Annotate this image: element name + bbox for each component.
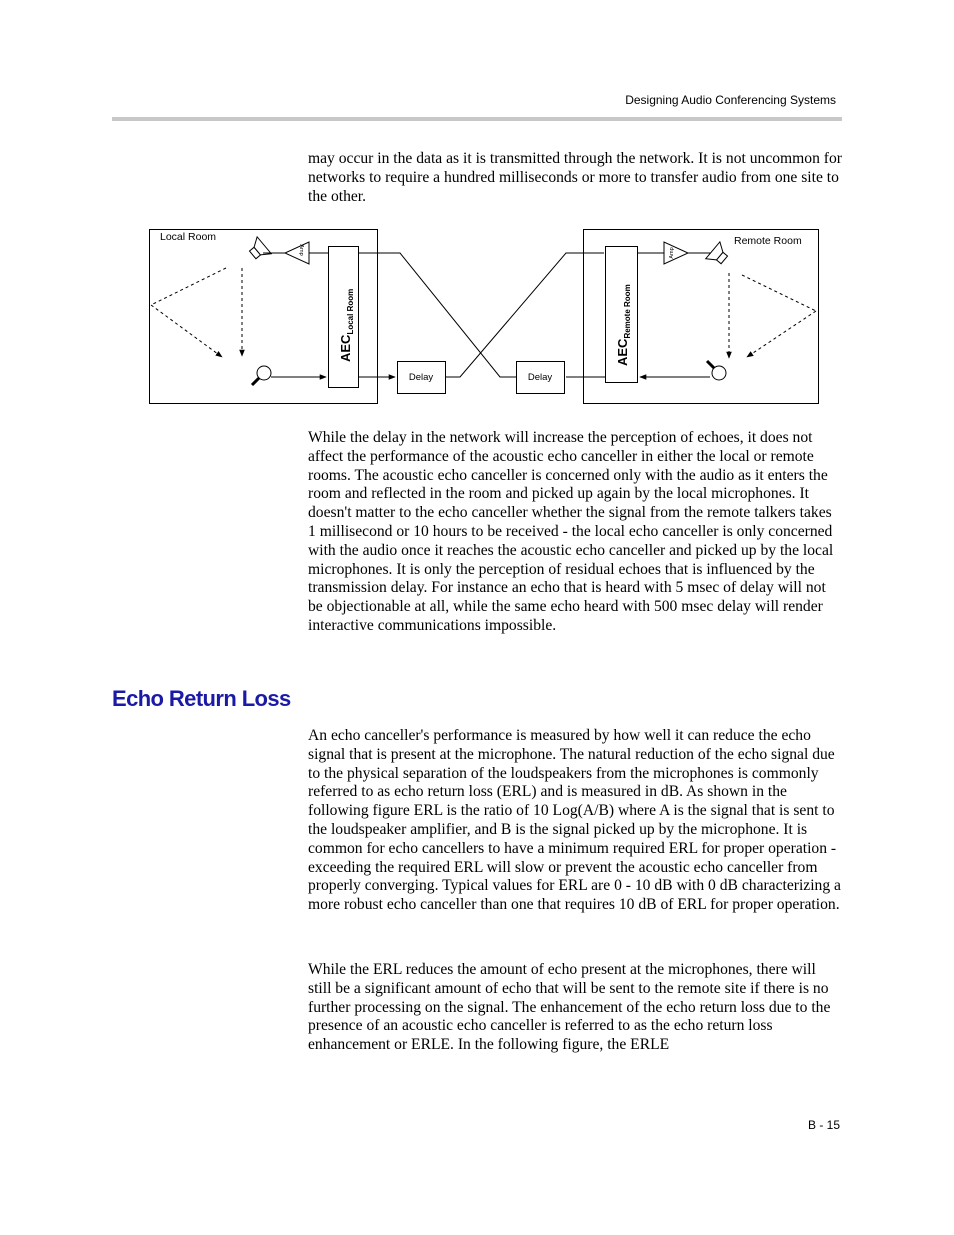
aec-local-label: $AEC_{Local Room}$ bbox=[338, 288, 355, 362]
cross-line-local-to-remote bbox=[445, 253, 604, 377]
delay-label-left: Delay bbox=[408, 372, 434, 383]
local-reflection-bottom bbox=[151, 305, 222, 357]
local-amp-icon bbox=[285, 242, 309, 264]
page-number: B - 15 bbox=[807, 1118, 840, 1132]
paragraph-erle: While the ERL reduces the amount of echo present at the microphones, there will still be a significant amount of echo that will be sent to the remote site if there is no further processing on the signal. The enhancement of the echo return loss due to the presence of an acoustic echo canceller is referred to as the echo return loss enhancement or ERLE. In the following figure, the ERLE bbox=[308, 961, 831, 1054]
remote-reflection-top bbox=[742, 275, 816, 311]
remote-speaker-icon bbox=[706, 242, 732, 268]
aec-remote-label: $AEC_{Remote Room}$ bbox=[615, 284, 632, 366]
cross-line-remote-to-local bbox=[358, 253, 516, 377]
delay-label-right: Delay bbox=[527, 372, 553, 383]
local-mic-icon bbox=[252, 366, 271, 385]
section-heading: Echo Return Loss bbox=[112, 686, 291, 711]
paragraph-delay-perception: While the delay in the network will increase the perception of echoes, it does not affect the performance of the acoustic echo canceller in either the local or remote rooms. The acoustic echo canceller is concerned only with the audio as it enters the room and reflected in the room and picked up again by the local microphones. It doesn't matter to the echo canceller whether the signal from the remote talkers takes 1 millisecond or 10 hours to be received - the local echo canceller is only concerned with the audio once it reaches the acoustic echo canceller and picked up by the local microphones. It is only the perception of residual echoes that is influenced by the transmission delay. For instance an echo that is heard with 5 msec of delay will not be objectionable at all, while the same echo heard with 500 msec delay will render interactive communications impossible. bbox=[308, 429, 834, 634]
svg-text:Amp: Amp bbox=[298, 244, 304, 256]
running-header: Designing Audio Conferencing Systems bbox=[625, 93, 836, 107]
remote-amp-icon bbox=[664, 242, 688, 264]
remote-room-label: Remote Room bbox=[734, 235, 802, 247]
local-room-label: Local Room bbox=[160, 231, 217, 243]
local-reflection-top bbox=[151, 268, 226, 305]
paragraph-erl-definition: An echo canceller's performance is measured by how well it can reduce the echo signal that is present at the microphone. The natural reduction of the echo signal due to the physical separation of the loudspeakers from the microphones is commonly referred to as echo return loss (ERL) and is measured in dB. As shown in the following figure ERL is the ratio of 10 Log(A/B) where A is the signal that is sent to the loudspeaker amplifier, and B is the signal picked up by the microphone. It is common for echo cancellers to have a minimum required ERL for proper operation - exceeding the required ERL will slow or prevent the acoustic echo canceller from properly converging. Typical values for ERL are 0 - 10 dB with 0 dB characterizing a more robust echo canceller than one that requires 10 dB of ERL for proper operation. bbox=[308, 727, 841, 914]
echo-path-diagram bbox=[0, 0, 954, 420]
remote-reflection-bottom bbox=[747, 311, 816, 357]
svg-text:Amp: Amp bbox=[669, 247, 675, 259]
paragraph-network-delay: may occur in the data as it is transmitted through the network. It is not uncommon for networks to require a hundred milliseconds or more to transfer audio from one site to the other. bbox=[308, 150, 842, 205]
local-speaker-icon bbox=[246, 237, 272, 263]
